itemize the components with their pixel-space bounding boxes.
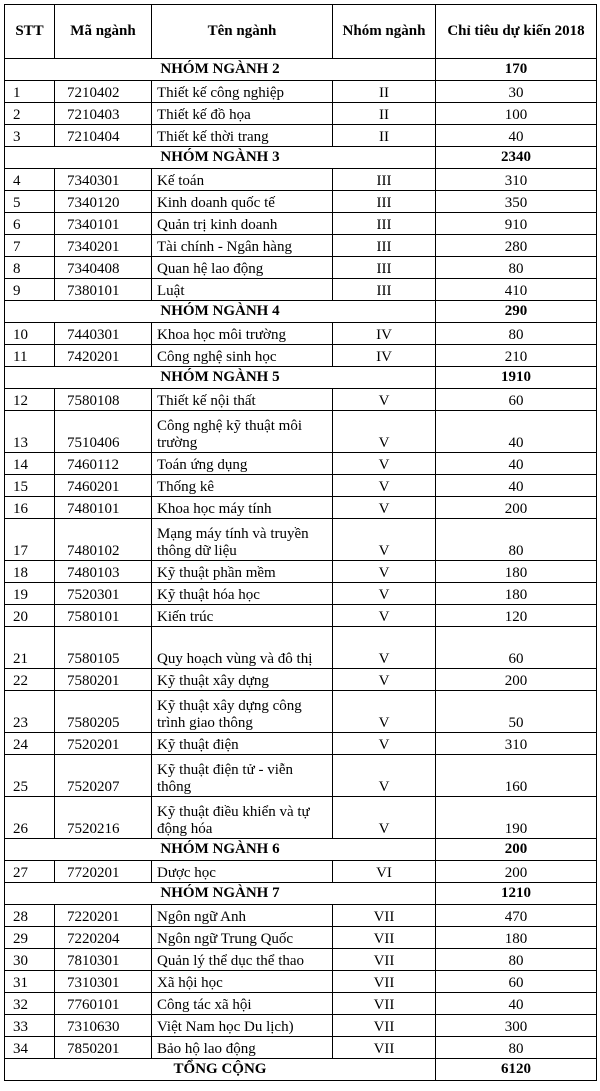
cell-group: V <box>333 627 436 669</box>
cell-name: Dược học <box>152 861 333 883</box>
table-row <box>5 669 597 691</box>
cell-code: 7340408 <box>55 257 152 279</box>
cell-stt: 9 <box>5 279 55 301</box>
table-row <box>5 169 597 191</box>
cell-name: Công nghệ kỹ thuật môi trường <box>152 411 333 453</box>
cell-code: 7520201 <box>55 733 152 755</box>
cell-code: 7480103 <box>55 561 152 583</box>
cell-code: 7580101 <box>55 605 152 627</box>
cell-group: V <box>333 561 436 583</box>
cell-name: Tài chính - Ngân hàng <box>152 235 333 257</box>
header-quota: Chỉ tiêu dự kiến 2018 <box>436 5 597 59</box>
cell-quota: 200 <box>436 497 597 519</box>
admission-quota-table <box>4 4 597 1081</box>
cell-quota: 210 <box>436 345 597 367</box>
cell-stt: 17 <box>5 519 55 561</box>
cell-stt: 14 <box>5 453 55 475</box>
table-row <box>5 691 597 733</box>
cell-name: Kiến trúc <box>152 605 333 627</box>
cell-code: 7340120 <box>55 191 152 213</box>
table-row <box>5 1015 597 1037</box>
cell-quota: 160 <box>436 755 597 797</box>
cell-stt: 2 <box>5 103 55 125</box>
cell-name: Kỹ thuật điều khiển và tự động hóa <box>152 797 333 839</box>
cell-group: V <box>333 389 436 411</box>
table-row <box>5 905 597 927</box>
cell-stt: 30 <box>5 949 55 971</box>
cell-stt: 25 <box>5 755 55 797</box>
cell-quota: 300 <box>436 1015 597 1037</box>
cell-name: Kỹ thuật xây dựng công trình giao thông <box>152 691 333 733</box>
group-header-row <box>5 839 597 861</box>
cell-code: 7460201 <box>55 475 152 497</box>
table-row <box>5 605 597 627</box>
cell-quota: 180 <box>436 561 597 583</box>
cell-group: III <box>333 213 436 235</box>
cell-group: II <box>333 103 436 125</box>
cell-name: Kỹ thuật điện tử - viễn thông <box>152 755 333 797</box>
table-row <box>5 389 597 411</box>
cell-name: Công tác xã hội <box>152 993 333 1015</box>
cell-name: Kỹ thuật xây dựng <box>152 669 333 691</box>
cell-stt: 34 <box>5 1037 55 1059</box>
cell-group: V <box>333 669 436 691</box>
cell-quota: 40 <box>436 475 597 497</box>
cell-quota: 180 <box>436 583 597 605</box>
table-row <box>5 733 597 755</box>
cell-group: V <box>333 691 436 733</box>
table-row <box>5 81 597 103</box>
table-row <box>5 627 597 669</box>
table-row <box>5 453 597 475</box>
cell-quota: 40 <box>436 453 597 475</box>
cell-code: 7810301 <box>55 949 152 971</box>
cell-quota: 310 <box>436 169 597 191</box>
group-title: NHÓM NGÀNH 7 <box>5 883 436 905</box>
group-total: 290 <box>436 301 597 323</box>
cell-stt: 1 <box>5 81 55 103</box>
table-row <box>5 125 597 147</box>
cell-group: II <box>333 81 436 103</box>
cell-code: 7580205 <box>55 691 152 733</box>
cell-group: V <box>333 475 436 497</box>
table-row <box>5 755 597 797</box>
total-label: TỔNG CỘNG <box>5 1059 436 1081</box>
cell-code: 7720201 <box>55 861 152 883</box>
cell-name: Mạng máy tính và truyền thông dữ liệu <box>152 519 333 561</box>
cell-quota: 200 <box>436 669 597 691</box>
cell-quota: 60 <box>436 627 597 669</box>
cell-name: Thiết kế đồ họa <box>152 103 333 125</box>
table-row <box>5 993 597 1015</box>
cell-quota: 120 <box>436 605 597 627</box>
cell-stt: 7 <box>5 235 55 257</box>
cell-name: Khoa học môi trường <box>152 323 333 345</box>
header-stt: STT <box>5 5 55 59</box>
cell-stt: 3 <box>5 125 55 147</box>
cell-group: VI <box>333 861 436 883</box>
cell-quota: 80 <box>436 257 597 279</box>
group-total: 1210 <box>436 883 597 905</box>
cell-name: Quy hoạch vùng và đô thị <box>152 627 333 669</box>
cell-quota: 60 <box>436 389 597 411</box>
cell-group: V <box>333 583 436 605</box>
cell-group: VII <box>333 949 436 971</box>
total-value: 6120 <box>436 1059 597 1081</box>
cell-quota: 410 <box>436 279 597 301</box>
cell-group: V <box>333 755 436 797</box>
cell-name: Quan hệ lao động <box>152 257 333 279</box>
table-row <box>5 257 597 279</box>
cell-stt: 26 <box>5 797 55 839</box>
table-row <box>5 235 597 257</box>
group-title: NHÓM NGÀNH 4 <box>5 301 436 323</box>
cell-stt: 31 <box>5 971 55 993</box>
table-row <box>5 519 597 561</box>
cell-code: 7340101 <box>55 213 152 235</box>
cell-name: Ngôn ngữ Trung Quốc <box>152 927 333 949</box>
cell-name: Quản trị kinh doanh <box>152 213 333 235</box>
cell-code: 7340301 <box>55 169 152 191</box>
table-row <box>5 583 597 605</box>
cell-code: 7310301 <box>55 971 152 993</box>
cell-group: V <box>333 411 436 453</box>
table-row <box>5 279 597 301</box>
cell-stt: 11 <box>5 345 55 367</box>
cell-stt: 19 <box>5 583 55 605</box>
cell-group: V <box>333 733 436 755</box>
cell-quota: 470 <box>436 905 597 927</box>
cell-name: Việt Nam học Du lịch) <box>152 1015 333 1037</box>
cell-code: 7480102 <box>55 519 152 561</box>
cell-code: 7480101 <box>55 497 152 519</box>
table-row <box>5 191 597 213</box>
cell-code: 7520207 <box>55 755 152 797</box>
cell-stt: 18 <box>5 561 55 583</box>
cell-quota: 50 <box>436 691 597 733</box>
cell-stt: 6 <box>5 213 55 235</box>
cell-group: V <box>333 605 436 627</box>
cell-name: Kinh doanh quốc tế <box>152 191 333 213</box>
cell-code: 7210403 <box>55 103 152 125</box>
group-total: 1910 <box>436 367 597 389</box>
group-header-row <box>5 367 597 389</box>
cell-name: Thiết kế thời trang <box>152 125 333 147</box>
cell-quota: 60 <box>436 971 597 993</box>
cell-stt: 23 <box>5 691 55 733</box>
cell-group: V <box>333 453 436 475</box>
cell-stt: 4 <box>5 169 55 191</box>
cell-group: IV <box>333 345 436 367</box>
group-total: 200 <box>436 839 597 861</box>
cell-stt: 12 <box>5 389 55 411</box>
cell-name: Ngôn ngữ Anh <box>152 905 333 927</box>
cell-quota: 80 <box>436 323 597 345</box>
header-row <box>5 5 597 59</box>
cell-name: Kỹ thuật hóa học <box>152 583 333 605</box>
cell-stt: 10 <box>5 323 55 345</box>
cell-quota: 80 <box>436 1037 597 1059</box>
table-row <box>5 1037 597 1059</box>
table-row <box>5 497 597 519</box>
cell-group: VII <box>333 993 436 1015</box>
group-header-row <box>5 301 597 323</box>
cell-group: V <box>333 519 436 561</box>
group-header-row <box>5 147 597 169</box>
cell-name: Xã hội học <box>152 971 333 993</box>
table-row <box>5 949 597 971</box>
cell-quota: 200 <box>436 861 597 883</box>
cell-group: III <box>333 279 436 301</box>
table-row <box>5 103 597 125</box>
cell-code: 7210404 <box>55 125 152 147</box>
cell-code: 7460112 <box>55 453 152 475</box>
cell-group: VII <box>333 927 436 949</box>
header-code: Mã ngành <box>55 5 152 59</box>
cell-code: 7440301 <box>55 323 152 345</box>
cell-quota: 40 <box>436 125 597 147</box>
cell-name: Quản lý thể dục thể thao <box>152 949 333 971</box>
cell-code: 7420201 <box>55 345 152 367</box>
cell-group: V <box>333 797 436 839</box>
cell-quota: 180 <box>436 927 597 949</box>
cell-quota: 30 <box>436 81 597 103</box>
cell-group: III <box>333 169 436 191</box>
cell-code: 7220201 <box>55 905 152 927</box>
cell-group: IV <box>333 323 436 345</box>
cell-stt: 28 <box>5 905 55 927</box>
cell-stt: 27 <box>5 861 55 883</box>
cell-quota: 40 <box>436 993 597 1015</box>
table-row <box>5 475 597 497</box>
cell-code: 7340201 <box>55 235 152 257</box>
group-header-row <box>5 883 597 905</box>
cell-stt: 20 <box>5 605 55 627</box>
cell-name: Luật <box>152 279 333 301</box>
table-row <box>5 971 597 993</box>
group-title: NHÓM NGÀNH 6 <box>5 839 436 861</box>
cell-quota: 280 <box>436 235 597 257</box>
cell-group: VII <box>333 1037 436 1059</box>
cell-stt: 13 <box>5 411 55 453</box>
cell-stt: 32 <box>5 993 55 1015</box>
cell-code: 7510406 <box>55 411 152 453</box>
cell-group: III <box>333 235 436 257</box>
cell-group: V <box>333 497 436 519</box>
table-row <box>5 213 597 235</box>
cell-stt: 33 <box>5 1015 55 1037</box>
cell-code: 7210402 <box>55 81 152 103</box>
cell-name: Bảo hộ lao động <box>152 1037 333 1059</box>
group-total: 2340 <box>436 147 597 169</box>
cell-code: 7520301 <box>55 583 152 605</box>
cell-code: 7220204 <box>55 927 152 949</box>
group-title: NHÓM NGÀNH 5 <box>5 367 436 389</box>
cell-stt: 15 <box>5 475 55 497</box>
cell-quota: 910 <box>436 213 597 235</box>
cell-name: Toán ứng dụng <box>152 453 333 475</box>
cell-quota: 310 <box>436 733 597 755</box>
cell-stt: 5 <box>5 191 55 213</box>
cell-quota: 80 <box>436 519 597 561</box>
group-title: NHÓM NGÀNH 3 <box>5 147 436 169</box>
cell-name: Kỹ thuật phần mềm <box>152 561 333 583</box>
cell-stt: 8 <box>5 257 55 279</box>
total-row <box>5 1059 597 1081</box>
cell-quota: 100 <box>436 103 597 125</box>
cell-quota: 80 <box>436 949 597 971</box>
group-title: NHÓM NGÀNH 2 <box>5 59 436 81</box>
table-body <box>5 59 597 1059</box>
cell-quota: 40 <box>436 411 597 453</box>
cell-name: Kế toán <box>152 169 333 191</box>
cell-group: VII <box>333 905 436 927</box>
group-total: 170 <box>436 59 597 81</box>
cell-group: III <box>333 191 436 213</box>
cell-code: 7580105 <box>55 627 152 669</box>
cell-name: Thiết kế nội thất <box>152 389 333 411</box>
cell-group: II <box>333 125 436 147</box>
cell-code: 7580201 <box>55 669 152 691</box>
cell-group: VII <box>333 971 436 993</box>
cell-quota: 350 <box>436 191 597 213</box>
cell-group: III <box>333 257 436 279</box>
cell-stt: 21 <box>5 627 55 669</box>
cell-group: VII <box>333 1015 436 1037</box>
table-row <box>5 861 597 883</box>
table-row <box>5 561 597 583</box>
cell-code: 7580108 <box>55 389 152 411</box>
table-row <box>5 345 597 367</box>
cell-stt: 16 <box>5 497 55 519</box>
cell-name: Công nghệ sinh học <box>152 345 333 367</box>
cell-code: 7310630 <box>55 1015 152 1037</box>
header-name: Tên ngành <box>152 5 333 59</box>
table-row <box>5 927 597 949</box>
table-row <box>5 323 597 345</box>
header-group: Nhóm ngành <box>333 5 436 59</box>
cell-code: 7380101 <box>55 279 152 301</box>
cell-quota: 190 <box>436 797 597 839</box>
cell-stt: 22 <box>5 669 55 691</box>
cell-code: 7520216 <box>55 797 152 839</box>
group-header-row <box>5 59 597 81</box>
cell-stt: 24 <box>5 733 55 755</box>
table-row <box>5 411 597 453</box>
cell-name: Thiết kế công nghiệp <box>152 81 333 103</box>
cell-code: 7760101 <box>55 993 152 1015</box>
cell-code: 7850201 <box>55 1037 152 1059</box>
cell-name: Thống kê <box>152 475 333 497</box>
cell-stt: 29 <box>5 927 55 949</box>
cell-name: Kỹ thuật điện <box>152 733 333 755</box>
table-row <box>5 797 597 839</box>
cell-name: Khoa học máy tính <box>152 497 333 519</box>
